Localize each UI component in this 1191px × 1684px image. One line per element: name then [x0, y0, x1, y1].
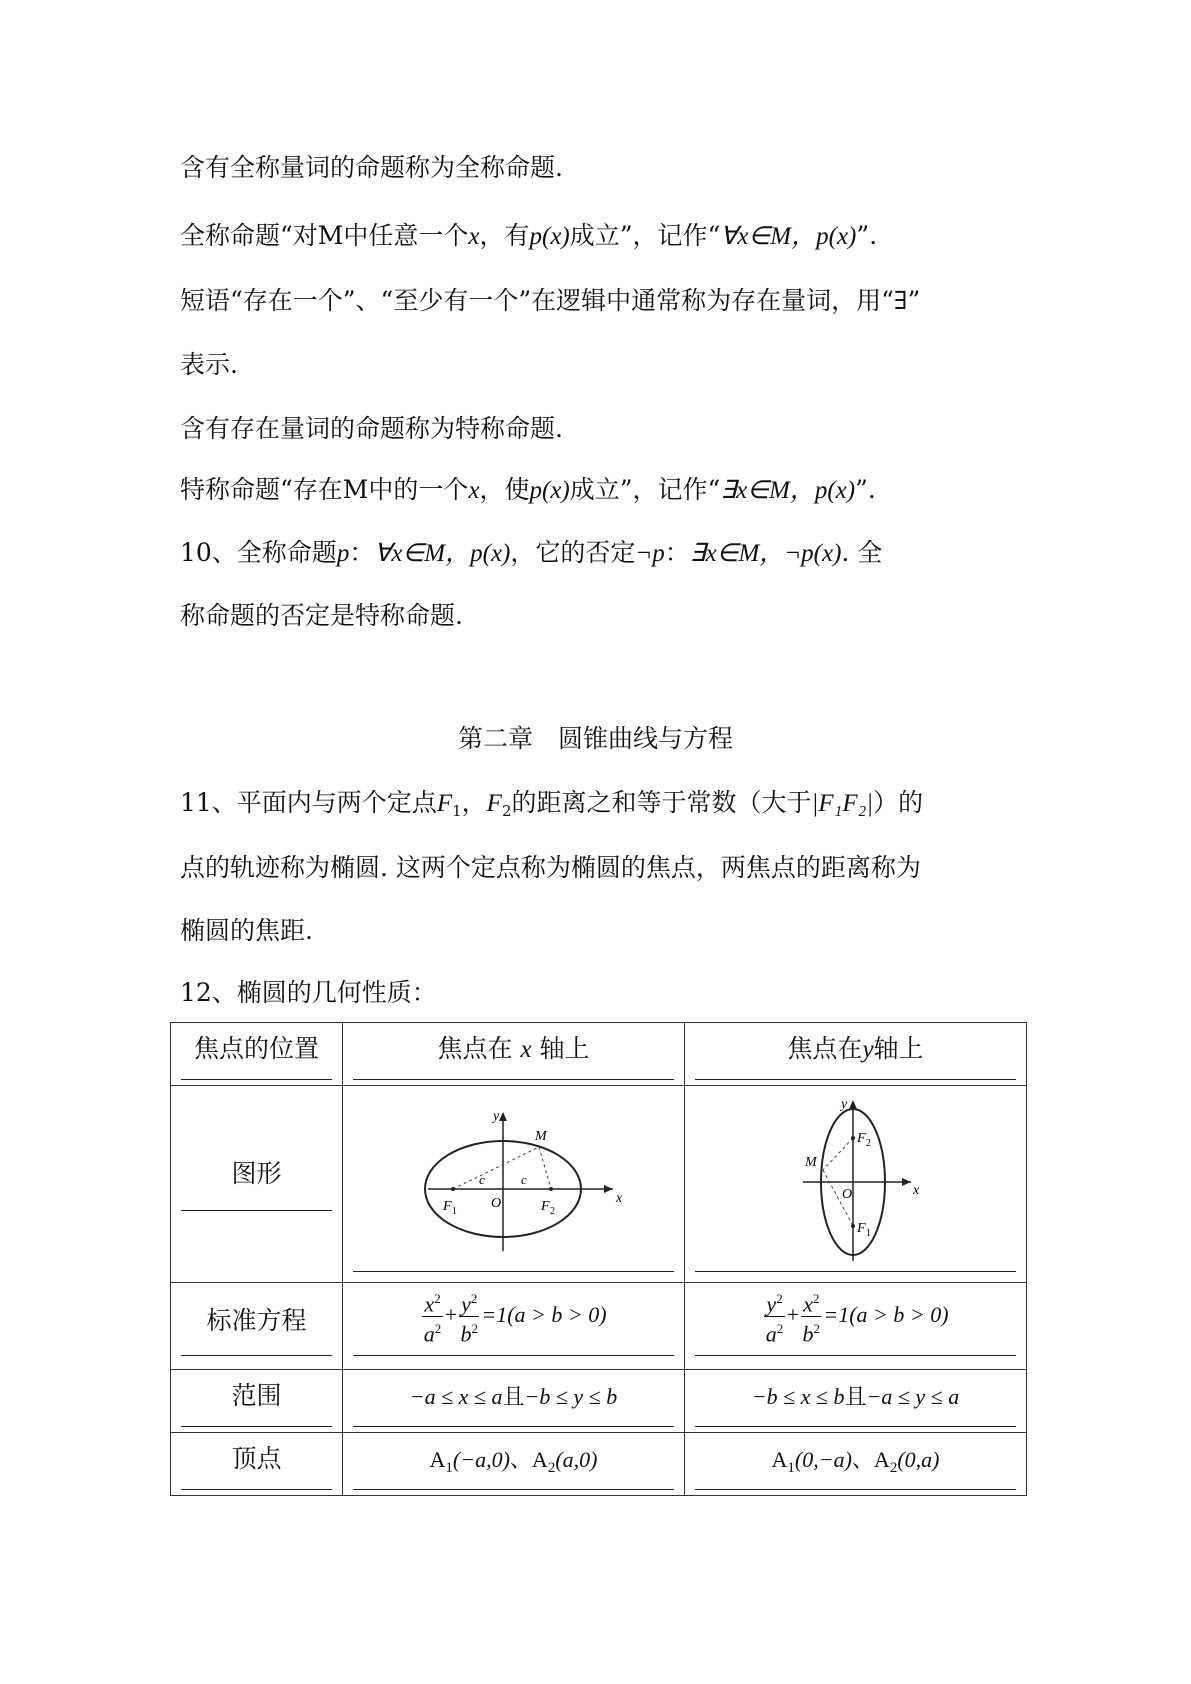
header-focus-on-x: 焦点在 x 轴上 — [343, 1023, 685, 1086]
f2-label: F — [541, 1199, 550, 1214]
table-row-range — [171, 1370, 1027, 1433]
svg-text:2: 2 — [550, 1206, 555, 1217]
vertex-y-focus: $A_1(0,-a)$、$A_2(0,a)$ — [685, 1433, 1027, 1496]
figure-horizontal-ellipse — [343, 1086, 685, 1283]
paragraph-ellipse-properties-heading: 12、椭圆的几何性质： — [180, 978, 437, 1007]
paragraph-existential-quantifier-cont: 表示. — [180, 350, 238, 379]
vertical-ellipse-diagram — [685, 1086, 1027, 1282]
chapter-heading: 第二章 圆锥曲线与方程 — [457, 724, 733, 753]
f2-label: F — [857, 1131, 866, 1146]
header-focus-on-y: 焦点在y轴上 — [685, 1023, 1027, 1086]
point-m-label: M — [805, 1155, 817, 1170]
row-label-range: 范围 — [171, 1370, 343, 1433]
c-label-right: c — [521, 1172, 527, 1187]
paragraph-ellipse-definition-end: 椭圆的焦距. — [180, 916, 313, 945]
svg-text:1: 1 — [452, 1206, 457, 1217]
table-row-vertex — [171, 1433, 1027, 1496]
paragraph-negation-10: 10、全称命题p：∀x∈M，p(x)，它的否定¬p：∃x∈M，¬p(x). 全 — [180, 538, 883, 567]
row-label-equation: 标准方程 — [171, 1283, 343, 1370]
y-axis-label: y — [841, 1097, 848, 1112]
paragraph-particular-notation: 特称命题“存在M中的一个x，使p(x)成立”，记作“∃x∈M，p(x)”. — [180, 475, 876, 504]
x-axis-label: x — [616, 1191, 623, 1206]
svg-text:2: 2 — [866, 1138, 871, 1149]
equation-x-focus: $\frac{x^2}{a^2}$ + $\frac{y^2}{b^2}$ =1(a > b > 0) — [343, 1283, 685, 1370]
header-focus-position: 焦点的位置 — [171, 1023, 343, 1086]
point-m-label: M — [535, 1129, 547, 1144]
paragraph-ellipse-definition: 11、平面内与两个定点$F_1$，$F_2$的距离之和等于常数（大于|F₁F₂|）的 — [180, 788, 924, 820]
origin-label: O — [842, 1187, 853, 1202]
ellipse-properties-table — [170, 1022, 1027, 1496]
figure-vertical-ellipse — [685, 1086, 1027, 1283]
range-x-focus: −a ≤ x ≤ a且−b ≤ y ≤ b — [343, 1370, 685, 1433]
table-row-header — [171, 1023, 1027, 1086]
range-y-focus: −b ≤ x ≤ b且−a ≤ y ≤ a — [685, 1370, 1027, 1433]
paragraph-ellipse-definition-cont: 点的轨迹称为椭圆. 这两个定点称为椭圆的焦点，两焦点的距离称为 — [180, 853, 921, 882]
paragraph-particular-proposition: 含有存在量词的命题称为特称命题. — [180, 414, 563, 443]
svg-text:1: 1 — [866, 1228, 871, 1239]
f1-label: F — [443, 1199, 452, 1214]
horizontal-ellipse-diagram — [343, 1086, 685, 1282]
paragraph-universal-notation: 全称命题“对M中任意一个x，有p(x)成立”，记作“∀x∈M，p(x)”. — [180, 221, 878, 250]
paragraph-universal-proposition: 含有全称量词的命题称为全称命题. — [180, 153, 563, 182]
table-row-figure — [171, 1086, 1027, 1283]
table-row-equation — [171, 1283, 1027, 1370]
row-label-vertex: 顶点 — [171, 1433, 343, 1496]
y-axis-label: y — [493, 1109, 500, 1124]
row-label-figure: 图形 — [171, 1086, 343, 1283]
c-label-left: c — [479, 1172, 485, 1187]
origin-label: O — [491, 1196, 502, 1211]
paragraph-existential-quantifier: 短语“存在一个”、“至少有一个”在逻辑中通常称为存在量词，用“∃” — [180, 286, 921, 315]
vertex-x-focus: $A_1(-a,0)$、$A_2(a,0)$ — [343, 1433, 685, 1496]
f1-label: F — [857, 1221, 866, 1236]
paragraph-negation-10-cont: 称命题的否定是特称命题. — [180, 601, 463, 630]
equation-y-focus: $\frac{y^2}{a^2}$ + $\frac{x^2}{b^2}$ =1(a > b > 0) — [685, 1283, 1027, 1370]
x-axis-label: x — [913, 1183, 920, 1198]
